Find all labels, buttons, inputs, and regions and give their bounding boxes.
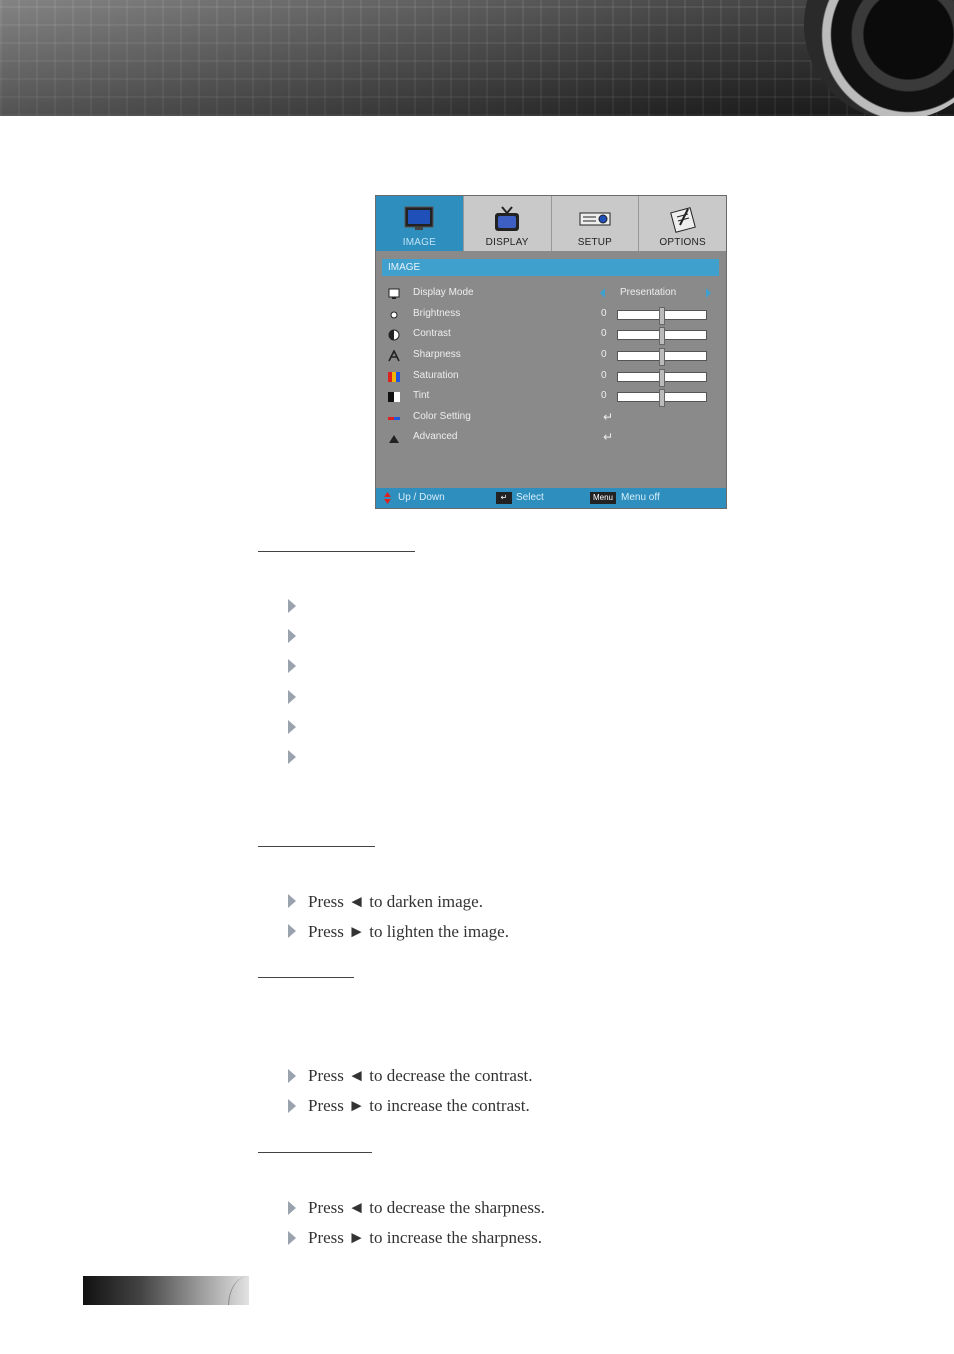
bullet-icon bbox=[288, 894, 296, 908]
brightness-instruction-2: Press ► to lighten the image. bbox=[308, 922, 509, 941]
row-label: Contrast bbox=[413, 328, 451, 339]
bullet-icon bbox=[288, 720, 296, 734]
page-footer-bar bbox=[83, 1276, 249, 1305]
bullet-icon bbox=[288, 690, 296, 704]
row-value: 0 bbox=[601, 390, 607, 401]
row-label: Advanced bbox=[413, 431, 458, 442]
row-label: Brightness bbox=[413, 308, 461, 319]
tab-display[interactable] bbox=[464, 196, 552, 251]
brightness-instruction-1: Press ◄ to darken image. bbox=[308, 892, 483, 911]
row-label: Display Mode bbox=[413, 287, 474, 298]
menu-key: Menu bbox=[590, 492, 616, 504]
color-setting-icon bbox=[388, 412, 400, 424]
tab-image[interactable] bbox=[376, 196, 464, 251]
sun-icon bbox=[388, 309, 400, 321]
row-value: 0 bbox=[601, 370, 607, 381]
row-label: Color Setting bbox=[413, 411, 471, 422]
bullet-icon bbox=[288, 924, 296, 938]
projector-icon bbox=[578, 205, 612, 233]
tv-icon bbox=[490, 205, 524, 233]
osd-row-tint[interactable] bbox=[384, 388, 718, 406]
osd-row-brightness[interactable] bbox=[384, 306, 718, 324]
contrast-slider[interactable] bbox=[617, 330, 707, 340]
osd-footer bbox=[376, 488, 726, 508]
sharpness-slider[interactable] bbox=[617, 351, 707, 361]
slider-knob[interactable] bbox=[659, 369, 665, 387]
bullet-icon bbox=[288, 750, 296, 764]
osd-menu bbox=[375, 195, 727, 509]
row-value: 0 bbox=[601, 308, 607, 319]
sharpness-icon bbox=[388, 350, 400, 362]
tab-options[interactable] bbox=[639, 196, 726, 251]
contrast-instruction-1: Press ◄ to decrease the contrast. bbox=[308, 1066, 533, 1085]
enter-icon: ↵ bbox=[603, 410, 614, 424]
monitor-icon bbox=[402, 205, 436, 233]
row-label: Sharpness bbox=[413, 349, 461, 360]
bullet-icon bbox=[288, 659, 296, 673]
osd-row-sharpness[interactable] bbox=[384, 347, 718, 365]
bullet-icon bbox=[288, 629, 296, 643]
bullet-icon bbox=[288, 1069, 296, 1083]
slider-knob[interactable] bbox=[659, 307, 665, 325]
arrow-left-icon bbox=[600, 288, 605, 298]
bullet-icon bbox=[288, 1099, 296, 1113]
tab-label: DISPLAY bbox=[485, 237, 529, 248]
sharpness-instruction-2: Press ► to increase the sharpness. bbox=[308, 1228, 542, 1247]
saturation-icon bbox=[388, 371, 400, 383]
footer-menu-off: Menu off bbox=[621, 492, 660, 503]
tab-setup[interactable] bbox=[552, 196, 640, 251]
notepad-icon bbox=[666, 205, 700, 233]
osd-row-contrast[interactable] bbox=[384, 326, 718, 344]
row-label: Tint bbox=[413, 390, 430, 401]
contrast-instruction-2: Press ► to increase the contrast. bbox=[308, 1096, 530, 1115]
monitor-small-icon bbox=[388, 288, 400, 300]
bullet-icon bbox=[288, 599, 296, 613]
osd-row-color-setting[interactable] bbox=[384, 409, 718, 427]
footer-curve bbox=[228, 1276, 249, 1305]
osd-section-header: IMAGE bbox=[382, 259, 719, 276]
enter-icon: ↵ bbox=[603, 430, 614, 444]
footer-updown: Up / Down bbox=[398, 492, 445, 503]
slider-knob[interactable] bbox=[659, 327, 665, 345]
tint-icon bbox=[388, 391, 400, 403]
arrow-right-icon bbox=[706, 288, 711, 298]
tab-label: OPTIONS bbox=[659, 237, 706, 248]
tint-slider[interactable] bbox=[617, 392, 707, 402]
osd-row-saturation[interactable] bbox=[384, 368, 718, 386]
bullet-icon bbox=[288, 1231, 296, 1245]
osd-row-advanced[interactable] bbox=[384, 429, 718, 447]
row-value: Presentation bbox=[620, 287, 677, 298]
section-underline-sharpness bbox=[258, 1152, 372, 1153]
advanced-icon bbox=[388, 432, 400, 444]
section-underline-brightness bbox=[258, 846, 375, 847]
osd-row-display-mode[interactable] bbox=[384, 285, 718, 303]
tab-label: IMAGE bbox=[402, 237, 436, 248]
saturation-slider[interactable] bbox=[617, 372, 707, 382]
contrast-icon bbox=[388, 329, 400, 341]
row-value: 0 bbox=[601, 349, 607, 360]
header-banner bbox=[0, 0, 954, 116]
up-down-icon bbox=[384, 492, 391, 504]
brightness-slider[interactable] bbox=[617, 310, 707, 320]
osd-tabs bbox=[376, 196, 726, 251]
row-label: Saturation bbox=[413, 370, 459, 381]
tab-label: SETUP bbox=[577, 237, 613, 248]
row-value: 0 bbox=[601, 328, 607, 339]
select-key-icon: ↵ bbox=[496, 492, 512, 504]
section-underline-display-mode bbox=[258, 551, 415, 552]
sharpness-instruction-1: Press ◄ to decrease the sharpness. bbox=[308, 1198, 545, 1217]
section-underline-contrast bbox=[258, 977, 354, 978]
footer-select: Select bbox=[516, 492, 544, 503]
slider-knob[interactable] bbox=[659, 389, 665, 407]
slider-knob[interactable] bbox=[659, 348, 665, 366]
bullet-icon bbox=[288, 1201, 296, 1215]
